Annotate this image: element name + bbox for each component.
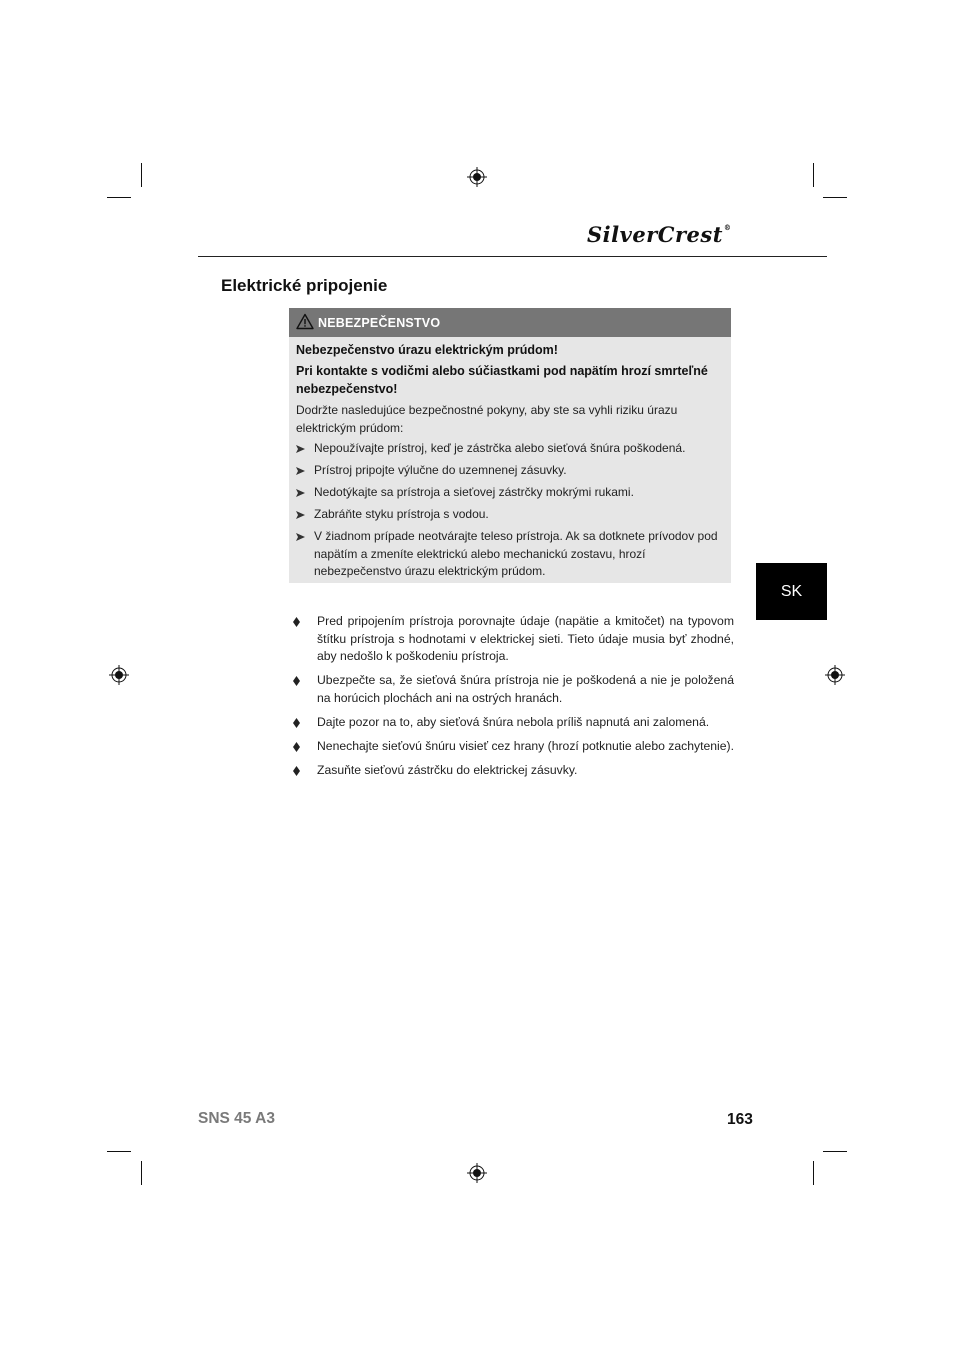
warning-item-text: Prístroj pripojte výlučne do uzemnenej zásuvky.	[314, 463, 567, 477]
warning-headline: Nebezpečenstvo úrazu elektrickým prúdom!	[296, 343, 558, 357]
warning-triangle-icon	[296, 313, 314, 330]
language-tab	[756, 563, 827, 620]
crop-mark	[107, 1151, 131, 1152]
instruction-item	[292, 714, 734, 732]
crop-mark	[141, 1161, 142, 1185]
instruction-item	[292, 672, 734, 707]
instruction-item	[292, 613, 734, 666]
diamond-bullet-icon	[293, 617, 300, 627]
arrow-bullet-icon	[296, 467, 305, 475]
instruction-text: Ubezpečte sa, že sieťová šnúra prístroja nie je poškodená a nie je položená na horúcich plochách ani na ostrých hranách.	[317, 673, 734, 705]
crop-mark	[813, 1161, 814, 1185]
registration-mark-icon	[467, 167, 487, 187]
crop-mark	[823, 197, 847, 198]
warning-item-text: Nedotýkajte sa prístroja a sieťovej zástrčky mokrými rukami.	[314, 485, 634, 499]
warning-list	[296, 440, 726, 585]
header-divider	[198, 256, 827, 257]
brand-name: SilverCrest	[587, 222, 723, 247]
warning-item-text: Nepoužívajte prístroj, keď je zástrčka alebo sieťová šnúra poškodená.	[314, 441, 686, 455]
footer-model-number: SNS 45 A3	[198, 1110, 275, 1127]
crop-mark	[107, 197, 131, 198]
instruction-text: Pred pripojením prístroja porovnajte údaje (napätie a kmitočet) na typovom štítku prístroja s hodnotami v elektrickej sieti. Tieto údaje musia byť zhodné, aby nedošlo k poškodeniu prístroja.	[317, 614, 734, 663]
registered-mark: ®	[723, 223, 732, 232]
arrow-bullet-icon	[296, 533, 305, 541]
registration-mark-icon	[109, 665, 129, 685]
warning-label: NEBEZPEČENSTVO	[318, 316, 441, 330]
diamond-bullet-icon	[293, 742, 300, 752]
diamond-bullet-icon	[293, 676, 300, 686]
warning-intro: Dodržte nasledujúce bezpečnostné pokyny, aby ste sa vyhli riziku úrazu elektrickým prúdom:	[296, 403, 678, 435]
warning-item-text: Zabráňte styku prístroja s vodou.	[314, 507, 489, 521]
instruction-item	[292, 762, 734, 780]
crop-mark	[141, 163, 142, 187]
warning-list-item	[296, 462, 726, 480]
page-title: Elektrické pripojenie	[221, 276, 388, 295]
instruction-item	[292, 738, 734, 756]
instruction-text: Nenechajte sieťovú šnúru visieť cez hrany (hrozí potknutie alebo zachytenie).	[317, 738, 734, 753]
registration-mark-icon	[825, 665, 845, 685]
arrow-bullet-icon	[296, 489, 305, 497]
instruction-text: Zasuňte sieťovú zástrčku do elektrickej zásuvky.	[317, 762, 578, 777]
warning-list-item	[296, 440, 726, 458]
brand-logo	[587, 222, 752, 256]
footer-page-number: 163	[727, 1111, 753, 1128]
warning-list-item	[296, 506, 726, 524]
warning-header	[289, 308, 731, 337]
danger-warning-box	[289, 308, 731, 583]
arrow-bullet-icon	[296, 511, 305, 519]
warning-list-item	[296, 484, 726, 502]
language-tab-label: SK	[780, 582, 803, 600]
instruction-text: Dajte pozor na to, aby sieťová šnúra nebola príliš napnutá ani zalomená.	[317, 714, 710, 729]
crop-mark	[813, 163, 814, 187]
instruction-list	[292, 613, 734, 786]
diamond-bullet-icon	[293, 718, 300, 728]
registration-mark-icon	[467, 1163, 487, 1183]
crop-mark	[823, 1151, 847, 1152]
warning-list-item	[296, 528, 726, 581]
warning-subheadline: Pri kontakte s vodičmi alebo súčiastkami pod napätím hrozí smrteľné nebezpečenstvo!	[296, 364, 708, 396]
diamond-bullet-icon	[293, 766, 300, 776]
arrow-bullet-icon	[296, 445, 305, 453]
warning-item-text: V žiadnom prípade neotvárajte teleso prístroja. Ak sa dotknete prívodov pod napätím a zmeníte elektrickú alebo mechanickú zostavu, hrozí nebezpečenstvo úrazu elektrickým prúdom.	[314, 529, 718, 578]
